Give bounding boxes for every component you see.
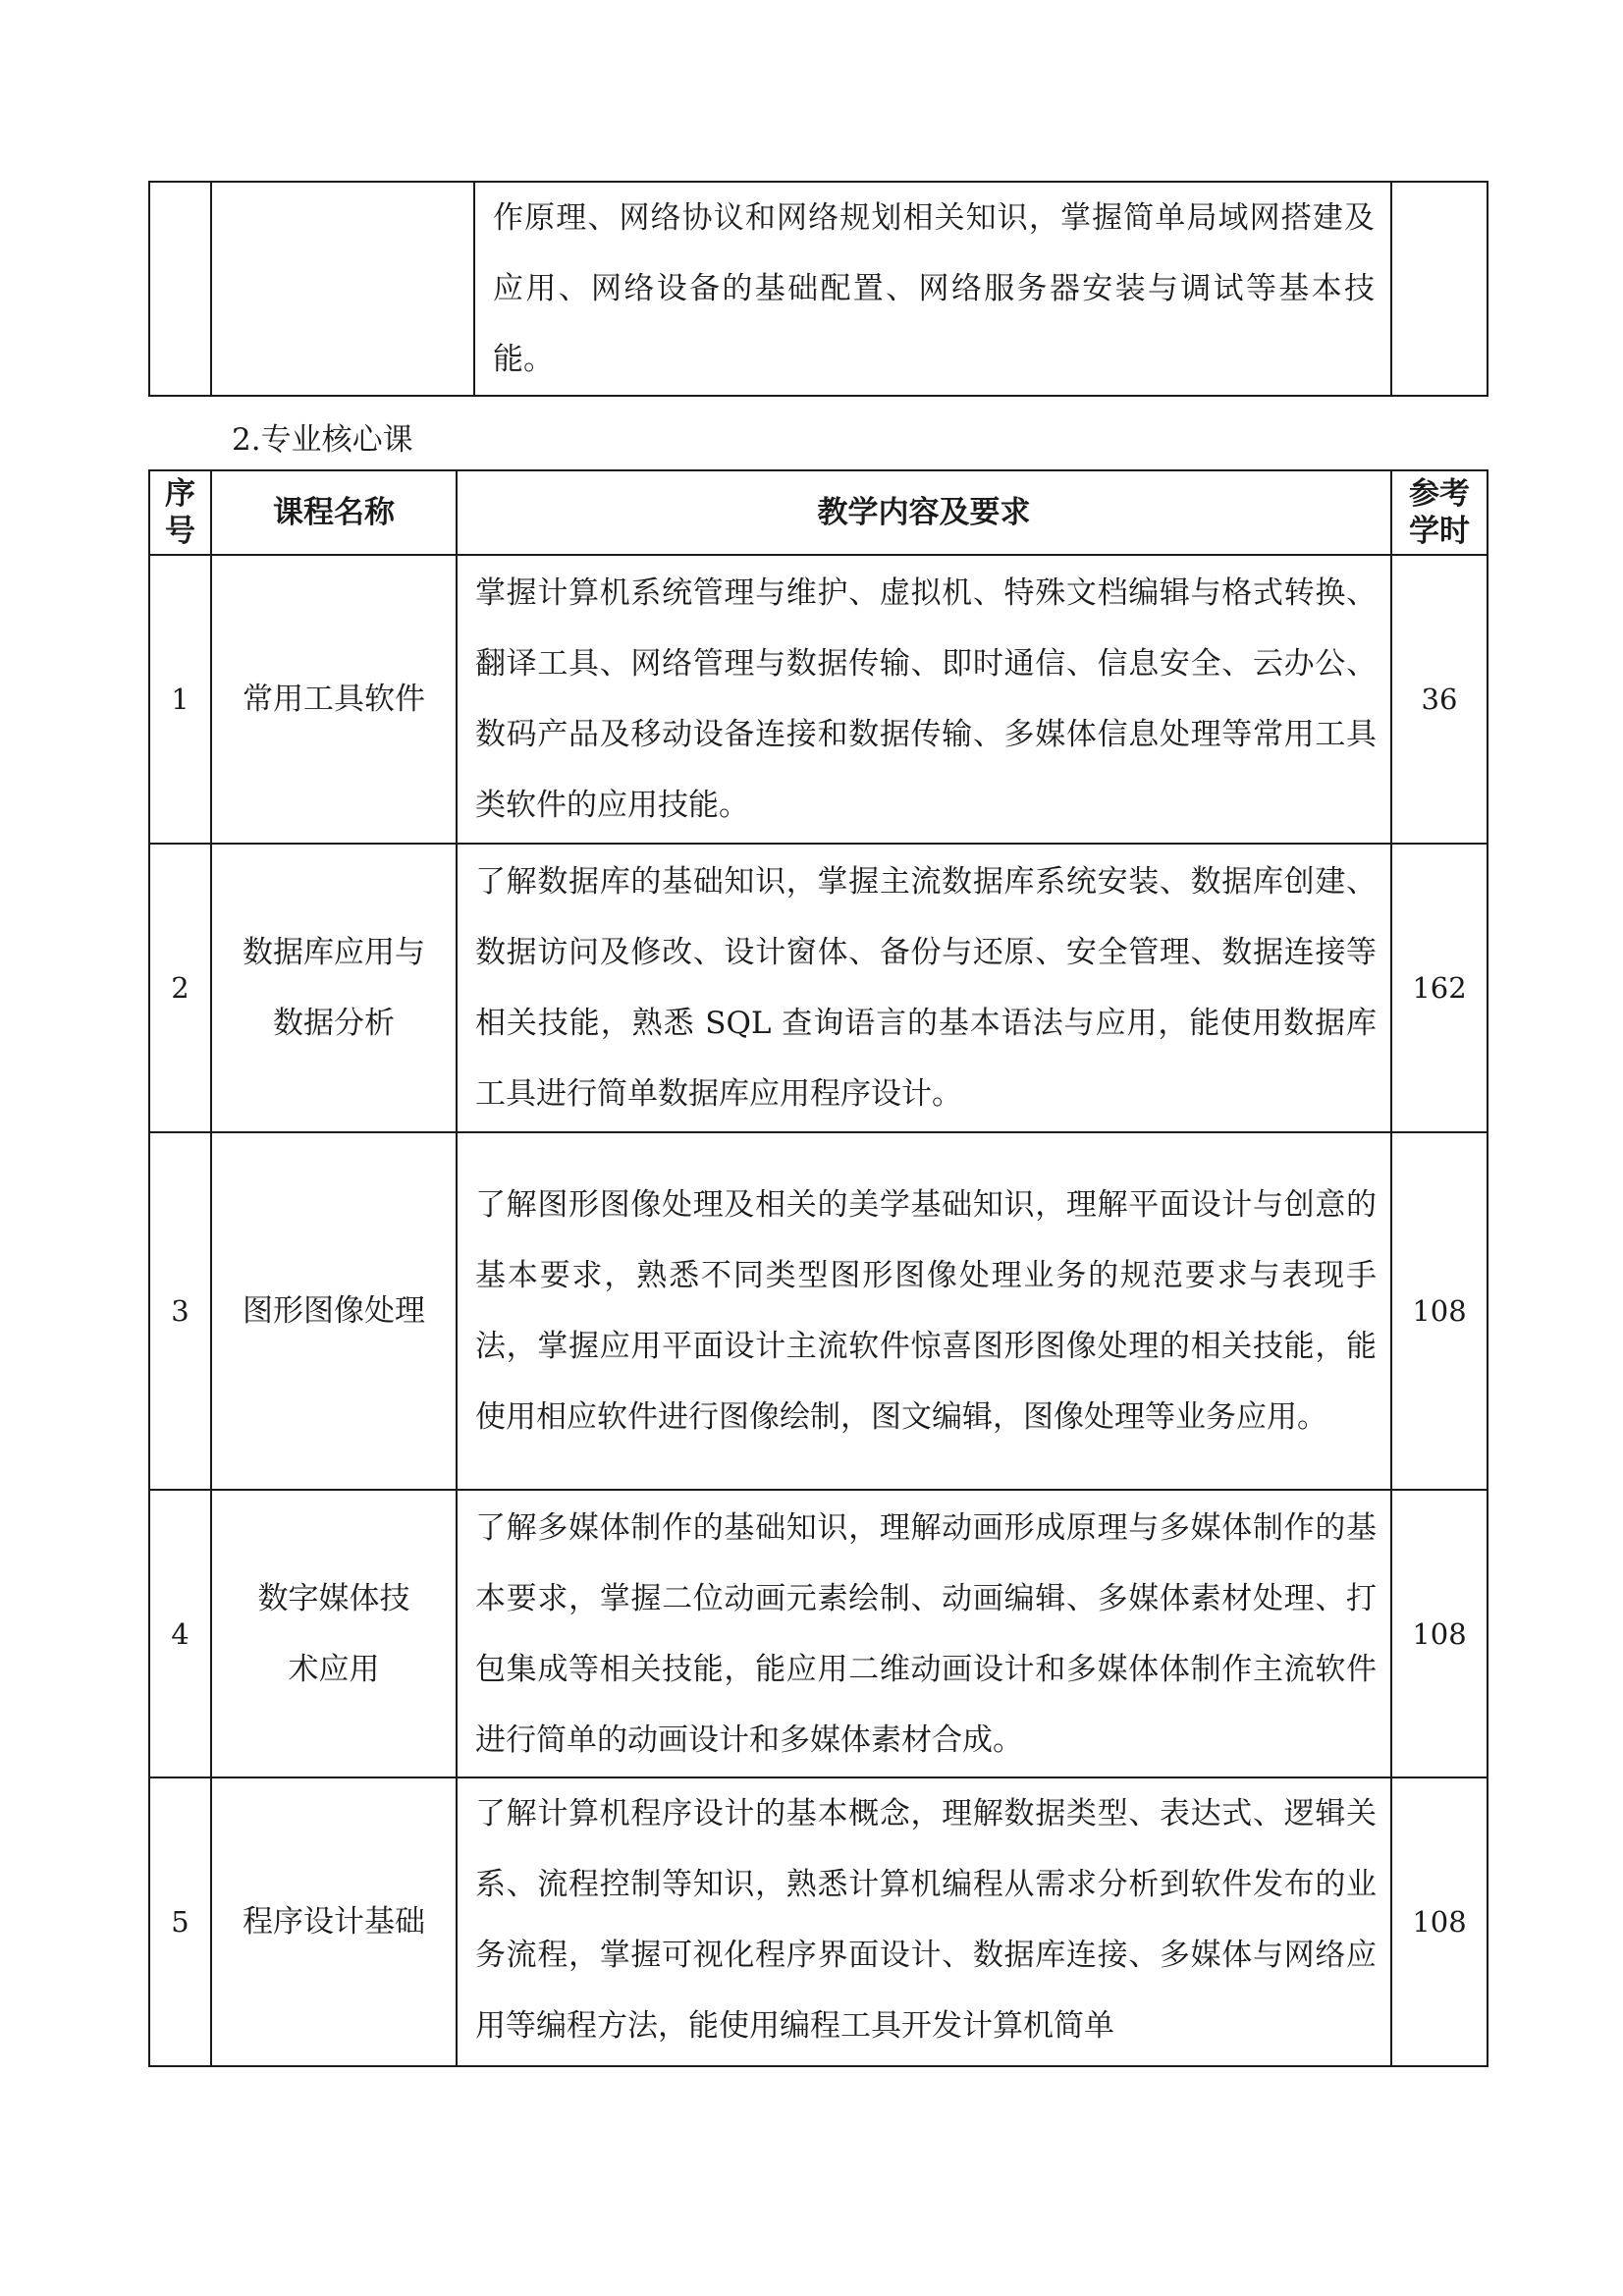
table-row bbox=[149, 1777, 1488, 2066]
cell-content: 了解图形图像处理及相关的美学基础知识，理解平面设计与创意的基本要求，熟悉不同类型图形图像处理业务的规范要求与表现手法，掌握应用平面设计主流软件惊喜图形图像处理的相关技能，能使用相应软件进行图像绘制，图文编辑，图像处理等业务应用。 bbox=[457, 1132, 1391, 1490]
header-hours: 参考学时 bbox=[1391, 470, 1488, 555]
cell-name bbox=[211, 182, 474, 396]
cell-name: 常用工具软件 bbox=[211, 555, 457, 844]
cell-name: 程序设计基础 bbox=[211, 1777, 457, 2066]
table-row bbox=[149, 1490, 1488, 1777]
cell-num: 3 bbox=[149, 1132, 211, 1490]
cell-hours bbox=[1391, 182, 1488, 396]
cell-name: 图形图像处理 bbox=[211, 1132, 457, 1490]
table-row bbox=[149, 1132, 1488, 1490]
continued-table bbox=[148, 181, 1488, 397]
core-course-table bbox=[148, 469, 1488, 2067]
cell-content: 了解计算机程序设计的基本概念，理解数据类型、表达式、逻辑关系、流程控制等知识，熟悉计算机编程从需求分析到软件发布的业务流程，掌握可视化程序界面设计、数据库连接、多媒体与网络应用等编程方法，能使用编程工具开发计算机简单 bbox=[457, 1777, 1391, 2066]
cell-num: 1 bbox=[149, 555, 211, 844]
cell-num: 5 bbox=[149, 1777, 211, 2066]
header-content: 教学内容及要求 bbox=[457, 470, 1391, 555]
cell-name: 数字媒体技术应用 bbox=[211, 1490, 457, 1777]
cell-name: 数据库应用与数据分析 bbox=[211, 844, 457, 1132]
cell-hours: 108 bbox=[1391, 1777, 1488, 2066]
header-name: 课程名称 bbox=[211, 470, 457, 555]
cell-hours: 108 bbox=[1391, 1490, 1488, 1777]
cell-content: 了解数据库的基础知识，掌握主流数据库系统安装、数据库创建、数据访问及修改、设计窗体、备份与还原、安全管理、数据连接等相关技能，熟悉 SQL 查询语言的基本语法与应用，能使用数据库工具进行简单数据库应用程序设计。 bbox=[457, 844, 1391, 1132]
table-row bbox=[149, 182, 1488, 396]
cell-content: 作原理、网络协议和网络规划相关知识，掌握简单局域网搭建及应用、网络设备的基础配置、网络服务器安装与调试等基本技能。 bbox=[474, 182, 1391, 396]
table-row bbox=[149, 844, 1488, 1132]
section-title: 2.专业核心课 bbox=[232, 422, 413, 458]
cell-hours: 36 bbox=[1391, 555, 1488, 844]
cell-content: 掌握计算机系统管理与维护、虚拟机、特殊文档编辑与格式转换、翻译工具、网络管理与数据传输、即时通信、信息安全、云办公、数码产品及移动设备连接和数据传输、多媒体信息处理等常用工具类软件的应用技能。 bbox=[457, 555, 1391, 844]
cell-hours: 108 bbox=[1391, 1132, 1488, 1490]
cell-num bbox=[149, 182, 211, 396]
table-header-row bbox=[149, 470, 1488, 555]
cell-num: 2 bbox=[149, 844, 211, 1132]
table-row bbox=[149, 555, 1488, 844]
cell-num: 4 bbox=[149, 1490, 211, 1777]
header-num: 序号 bbox=[149, 470, 211, 555]
cell-content: 了解多媒体制作的基础知识，理解动画形成原理与多媒体制作的基本要求，掌握二位动画元素绘制、动画编辑、多媒体素材处理、打包集成等相关技能，能应用二维动画设计和多媒体体制作主流软件进行简单的动画设计和多媒体素材合成。 bbox=[457, 1490, 1391, 1777]
cell-hours: 162 bbox=[1391, 844, 1488, 1132]
